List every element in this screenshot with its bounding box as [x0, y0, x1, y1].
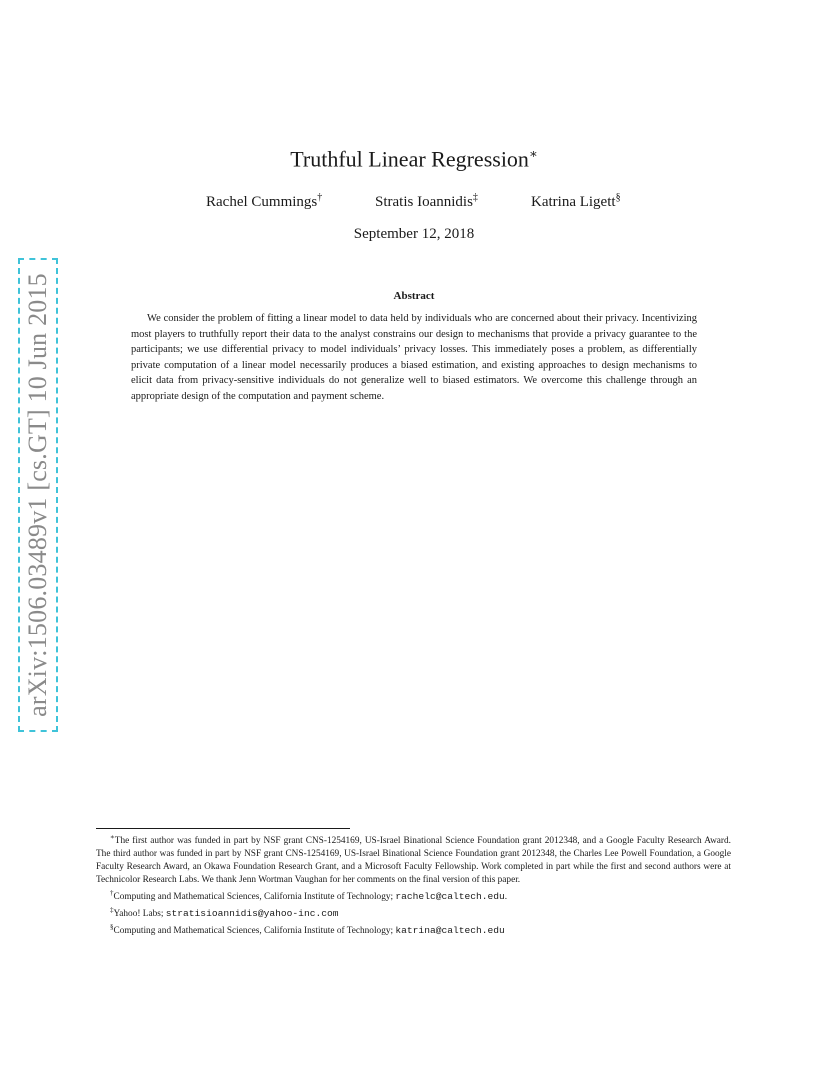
author-footnote-mark: †: [317, 192, 323, 203]
author-1: [206, 192, 322, 211]
footnote-affiliation-3: [96, 921, 731, 938]
author-name: Katrina Ligett: [531, 194, 616, 210]
author-name: Rachel Cummings: [206, 194, 318, 210]
email-link[interactable]: rachelc@caltech.edu: [395, 891, 505, 903]
arxiv-identifier-stamp: [18, 258, 58, 732]
footnote-divider: [96, 828, 350, 829]
abstract-heading: Abstract: [393, 290, 435, 302]
footnotes: [96, 831, 731, 938]
footnote-funding: [96, 831, 731, 887]
footnote-text: Computing and Mathematical Sciences, California Institute of Technology;: [113, 926, 396, 937]
author-2: [375, 192, 478, 211]
footnote-mark: ‡: [110, 906, 114, 915]
abstract-body: We consider the problem of fitting a linear model to data held by individuals who are concerned about their privacy. Incentivizing most players to truthfully report their data to the analyst constrains our design to mechanisms that provide a privacy guarantee to the participants; we use differential privacy to model individuals’ privacy losses. This immediately poses a problem, as differentially private computation of a linear model necessarily produces a biased estimation, and existing approaches to design mechanisms to elicit data from privacy-sensitive individuals do not generalize well to biased estimators. We overcome this challenge through an appropriate design of the computation and payment scheme.: [131, 313, 697, 402]
author-footnote-mark: ‡: [472, 192, 478, 203]
footnote-text: The first author was funded in part by NSF grant CNS-1254169, US-Israel Binational Science Foundation grant 2012348, and a Google Faculty Research Award. The third author was funded in part by NSF grant CNS-1254169, US-Israel Binational Science Foundation grant 2012348, the Charles Lee Powell Foundation, a Google Faculty Research Award, an Okawa Foundation Research Grant, and a Microsoft Faculty Fellowship. Work completed in part while the first and second authors were at Technicolor Research Labs. We thank Jenn Wortman Vaughan for her comments on the final version of this paper.: [96, 836, 731, 886]
arxiv-identifier-text: arXiv:1506.03489v1 [cs.GT] 10 Jun 2015: [23, 273, 52, 717]
footnote-affiliation-2: [96, 904, 731, 921]
paper-date: September 12, 2018: [353, 226, 475, 242]
email-link[interactable]: stratisioannidis@yahoo-inc.com: [165, 908, 339, 920]
paper-title: [0, 146, 828, 172]
footnote-text: Yahoo! Labs;: [113, 909, 166, 920]
footnote-mark: §: [110, 923, 114, 932]
footnote-mark: †: [110, 889, 114, 898]
author-3: [531, 192, 621, 211]
author-footnote-mark: §: [615, 192, 621, 203]
email-link[interactable]: katrina@caltech.edu: [395, 925, 505, 937]
title-footnote-mark: ∗: [528, 146, 538, 161]
paper-title-text: Truthful Linear Regression: [290, 146, 529, 172]
footnote-text: Computing and Mathematical Sciences, California Institute of Technology;: [113, 892, 396, 903]
author-name: Stratis Ioannidis: [375, 194, 473, 210]
footnote-suffix: .: [504, 892, 508, 903]
footnote-affiliation-1: [96, 887, 731, 904]
footnote-mark: ∗: [110, 833, 115, 841]
